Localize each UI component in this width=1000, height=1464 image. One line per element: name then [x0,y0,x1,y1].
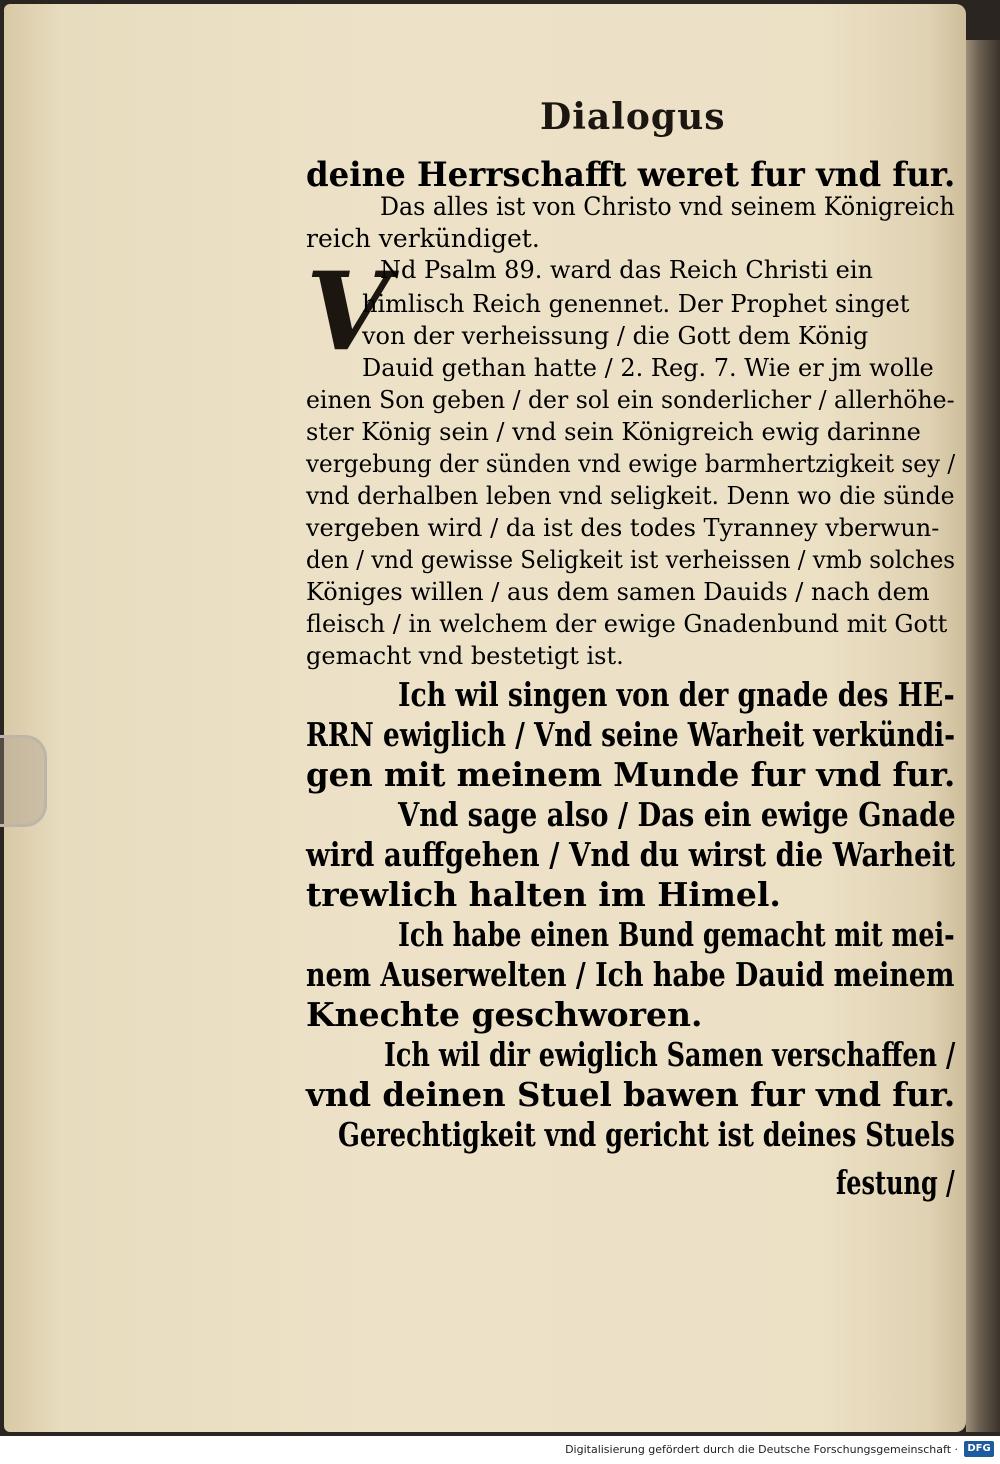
verse-line: wird auffgehen / Vnd du wirst die Warheit [306,835,956,874]
verse-line: Ich wil dir ewiglich Samen verschaffen / [384,1035,956,1074]
text-line: den / vnd gewisse Seligkeit ist verheissen / vmb solches [306,546,956,574]
page-heading: Dialogus [540,96,726,138]
page-edge [966,40,1000,1432]
verse-line: nem Auserwelten / Ich habe Dauid meinem [306,955,955,994]
decorated-initial: V [306,249,390,375]
text-line: Königes willen / aus dem samen Dauids / nach dem [306,578,930,606]
text-line: vnd derhalben leben vnd seligkeit. Denn wo die sünde [306,482,955,510]
text-line: vergeben wird / da ist des todes Tyranney vberwun- [306,514,940,542]
catchword: festung / [836,1163,955,1202]
text-line: himlisch Reich genennet. Der Prophet singet [362,290,910,318]
text-line: Das alles ist von Christo vnd seinem Königreich [380,192,955,221]
verse-line: Ich wil singen von der gnade des HE- [398,675,955,714]
verse-line: vnd deinen Stuel bawen fur vnd fur. [306,1075,956,1114]
verse-line: gen mit meinem Munde fur vnd fur. [306,755,956,794]
text-line: gemacht vnd bestetigt ist. [306,642,624,670]
dfg-logo: DFG [964,1441,994,1457]
verse-line: Ich habe einen Bund gemacht mit mei- [398,915,955,954]
verse-line: Gerechtigkeit vnd gericht ist deines Stuels [338,1115,955,1154]
text-line: vergebung der sünden vnd ewige barmhertzigkeit sey / [306,450,956,478]
text-line: reich verkündiget. [306,224,540,253]
verse-line: Vnd sage also / Das ein ewige Gnade [398,795,956,834]
binding-clip [0,735,47,827]
text-line: einen Son geben / der sol ein sonderlicher / allerhöhe- [306,386,955,414]
text-line: ster König sein / vnd sein Königreich ewig darinne [306,418,921,446]
text-line: fleisch / in welchem der ewige Gnadenbund mit Gott [306,610,948,638]
verse-line: trewlich halten im Himel. [306,875,781,914]
text-line: von der verheissung / die Gott dem König [362,322,869,350]
verse-line: RRN ewiglich / Vnd seine Warheit verkündi- [306,715,956,754]
digitization-footer [0,1436,1000,1464]
text-line: Dauid gethan hatte / 2. Reg. 7. Wie er jm wolle [362,354,934,382]
text-line: Nd Psalm 89. ward das Reich Christi ein [380,256,873,284]
text-line: deine Herrschafft weret fur vnd fur. [306,155,956,195]
funding-notice: Digitalisierung gefördert durch die Deutsche Forschungsgemeinschaft · [565,1443,958,1456]
verse-line: Knechte geschworen. [306,995,703,1034]
